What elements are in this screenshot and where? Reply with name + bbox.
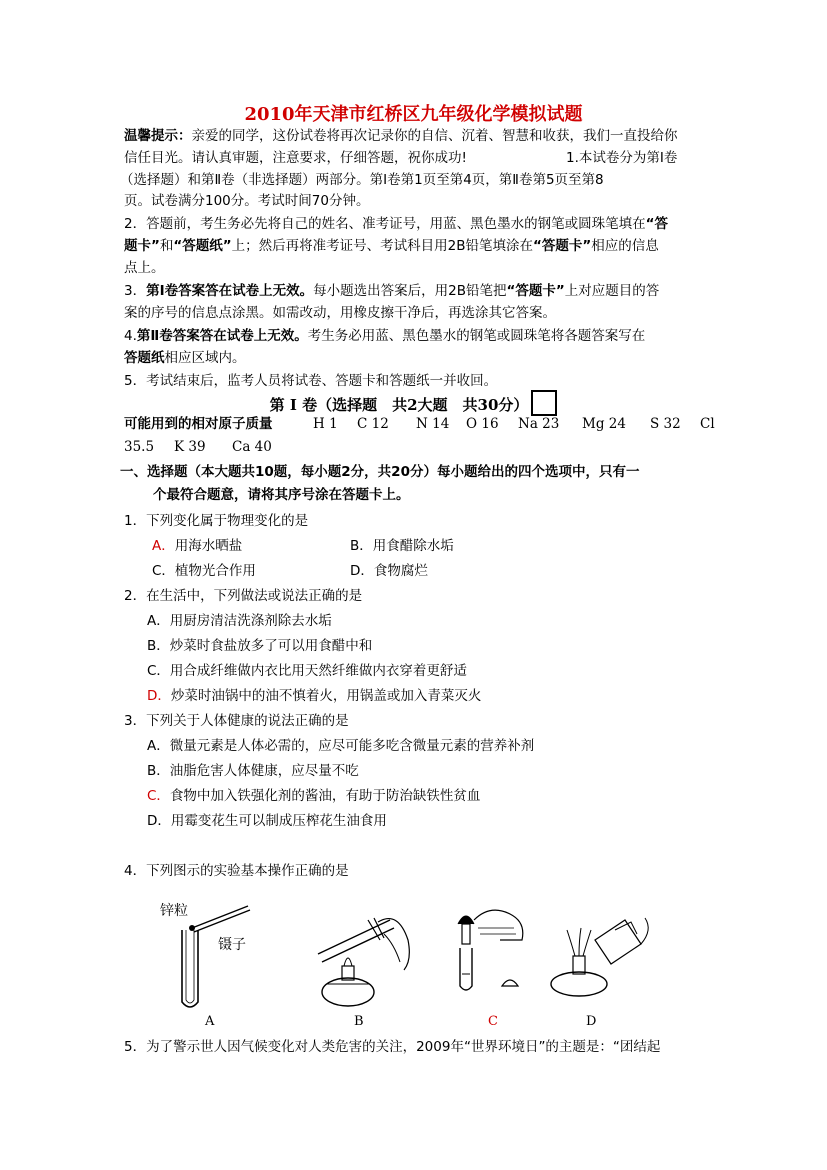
q1-option-a-full	[152, 536, 242, 556]
q3-stem: 3．下列关于人体健康的说法正确的是	[124, 713, 349, 729]
notice-line-2: 信任目光。请认真审题，注意要求，仔细答题，祝你成功!	[124, 150, 467, 166]
notice-line-3: （选择题）和第Ⅱ卷（非选择题）两部分。第Ⅰ卷第1页至第4页，第Ⅱ卷第5页至第8	[120, 172, 604, 188]
rule-2-line-2: 题卡”和“答题纸”上；然后再将准考证号、考试科目用2B铅笔填涂在“答题卡”相应的信息	[124, 238, 659, 254]
rule-3-line-2: 案的序号的信息点涂黑。如需改动，用橡皮擦干净后，再选涂其它答案。	[124, 305, 556, 321]
part-1-intro-line-1: 一、选择题（本大题共10题，每小题2分，共20分）每小题给出的四个选项中，只有一	[120, 464, 640, 480]
section-1-header: 第 Ⅰ 卷（选择题 共2大题 共30分）	[0, 390, 827, 416]
figure-label-b: B	[354, 1014, 364, 1029]
rule-2-line-3: 点上。	[124, 260, 165, 276]
mass-n: N 14	[416, 416, 450, 432]
rule-2-line-1: 2．答题前，考生务必先将自己的姓名、准考证号，用蓝、黑色墨水的钢笔或圆珠笔填在“答	[124, 216, 668, 232]
mass-h: H 1	[313, 416, 338, 432]
q3-option-d: D．用霉变花生可以制成压榨花生油食用	[147, 813, 387, 829]
rule-4-line-2: 答题纸相应区域内。	[124, 350, 246, 366]
rule-4-line-1: 4.第Ⅱ卷答案答在试卷上无效。考生务必用蓝、黑色墨水的钢笔或圆珠笔将各题答案写在	[124, 328, 646, 344]
mass-c: C 12	[357, 416, 389, 432]
q2-stem: 2．在生活中，下列做法或说法正确的是	[124, 588, 363, 604]
q4-stem: 4．下列图示的实验基本操作正确的是	[124, 863, 349, 879]
mass-k: K 39	[174, 439, 206, 455]
mass-mg: Mg 24	[582, 416, 626, 432]
q2-option-d-answer-letter: D．	[147, 688, 171, 704]
q3-option-c	[147, 786, 480, 806]
notice-line-4: 页。试卷满分100分。考试时间70分钟。	[124, 193, 370, 209]
notice-line-1: 温馨提示：亲爱的同学，这份试卷将再次记录你的自信、沉着、智慧和收获，我们一直投给你	[124, 128, 678, 144]
q2-option-d-text: 炒菜时油锅中的油不慎着火，用锅盖或加入青菜灭火	[170, 688, 482, 704]
rule-3-line-1: 3．第Ⅰ卷答案答在试卷上无效。每小题选出答案后，用2B铅笔把“答题卡”上对应题目的答	[124, 283, 660, 299]
q3-option-b: B．油脂危害人体健康，应尽量不吃	[147, 763, 359, 779]
figure-label-d: D	[586, 1014, 597, 1029]
label-zinc: 锌粒	[160, 903, 188, 919]
q2-option-c: C．用合成纤维做内衣比用天然纤维做内衣穿着更舒适	[147, 663, 467, 679]
figure-d-drawing	[545, 900, 655, 1000]
part-1-intro-line-2: 个最符合题意，请将其序号涂在答题卡上。	[153, 487, 410, 503]
mass-cl-value: 35.5	[124, 439, 155, 455]
mass-o: O 16	[466, 416, 499, 432]
page-title: 2010年天津市红桥区九年级化学模拟试题	[244, 104, 583, 125]
mass-cl: Cl	[700, 416, 715, 432]
q1-option-c: C．植物光合作用	[152, 563, 256, 579]
q3-option-a: A．微量元素是人体必需的，应尽可能多吃含微量元素的营养补剂	[147, 738, 535, 754]
mass-ca: Ca 40	[232, 439, 272, 455]
q2-option-a: A．用厨房清洁洗涤剂除去水垢	[147, 613, 332, 629]
mass-na: Na 23	[518, 416, 560, 432]
q1-option-a-full-text: 用海水晒盐	[174, 538, 243, 554]
mass-s: S 32	[650, 416, 681, 432]
q1-option-a-full-answer-letter: A．	[152, 538, 175, 554]
notice-line-2b: 1.本试卷分为第Ⅰ卷	[566, 150, 678, 166]
q2-option-d	[147, 686, 481, 706]
atomic-mass-label: 可能用到的相对原子质量	[124, 416, 273, 432]
figure-label-c: C	[488, 1014, 498, 1029]
score-box	[531, 390, 557, 416]
q3-option-c-answer-letter: C．	[147, 788, 170, 804]
q3-option-c-text: 食物中加入铁强化剂的酱油，有助于防治缺铁性贫血	[169, 788, 481, 804]
q1-option-d: D．食物腐烂	[350, 563, 428, 579]
notice-label: 温馨提示：	[124, 128, 192, 144]
figure-label-a: A	[205, 1014, 215, 1029]
q1-stem: 1．下列变化属于物理变化的是	[124, 513, 309, 529]
label-tweezers: 镊子	[218, 937, 246, 953]
q1-option-b: B．用食醋除水垢	[350, 538, 454, 554]
figure-a-drawing	[170, 890, 260, 1015]
rule-5-line: 5．考试结束后，监考人员将试卷、答题卡和答题纸一并收回。	[124, 373, 498, 389]
figure-b-drawing	[308, 900, 418, 1010]
q2-option-b: B．炒菜时食盐放多了可以用食醋中和	[147, 638, 373, 654]
figure-c-drawing	[430, 900, 540, 1000]
q5-stem: 5．为了警示世人因气候变化对人类危害的关注，2009年“世界环境日”的主题是：“团结起	[124, 1039, 661, 1055]
